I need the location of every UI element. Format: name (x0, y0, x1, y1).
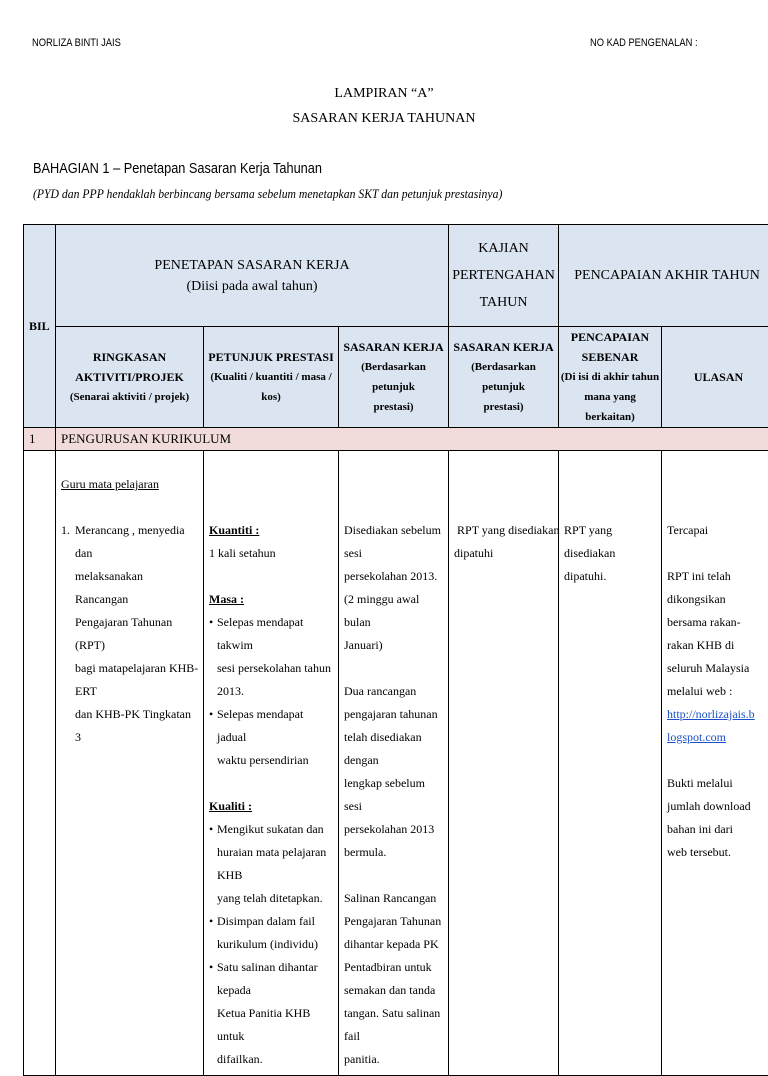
petunjuk-cell (204, 451, 339, 1076)
pencapaian-cell: RPT yang disediakan dipatuhi. (559, 451, 662, 1076)
masa-item: • Selepas mendapat takwim sesi persekolahan tahun 2013. (209, 611, 334, 703)
bil-header: BIL (24, 225, 56, 428)
teacher-name: NORLIZA BINTI JAIS (32, 37, 121, 49)
appendix-title: LAMPIRAN “A” (0, 86, 768, 102)
penetapan-header: PENETAPAN SASARAN KERJA (Diisi pada awal tahun) (56, 225, 449, 327)
section-label: PENGURUSAN KURIKULUM (56, 428, 768, 451)
ulasan-cell: Tercapai RPT ini telah dikongsikan bersama rakan- rakan KHB di seluruh Malaysia melalui web : http://norlizajais.b logspot.com Bukti melalui jumlah download bahan ini dari web tersebut. (662, 451, 768, 1076)
skt-table (23, 224, 768, 1076)
kuantiti-text: 1 kali setahun (209, 542, 334, 565)
bil-cell (24, 451, 56, 1076)
header-row-2 (24, 327, 768, 428)
role-label: Guru mata pelajaran (61, 473, 199, 496)
section-number: 1 (24, 428, 56, 451)
petunjuk-header: PETUNJUK PRESTASI (Kualiti / kuantiti / masa / kos) (204, 327, 339, 428)
blog-link[interactable]: http://norlizajais.b logspot.com (667, 703, 768, 749)
table-row (24, 451, 768, 1076)
kualiti-item: • Mengikut sukatan dan huraian mata pelajaran KHB yang telah ditetapkan. (209, 818, 334, 910)
pencapaian-header: PENCAPAIAN AKHIR TAHUN (559, 225, 768, 327)
sasaran-header: SASARAN KERJA (Berdasarkan petunjuk prestasi) (339, 327, 449, 428)
sasaran-cell: Disediakan sebelum sesi persekolahan 2013. (2 minggu awal bulan Januari) Dua rancangan pengajaran tahunan telah disediakan dengan lengkap sebelum sesi persekolahan 2013 bermula. Salinan Rancangan Pengajaran Tahunan dihantar kepada PK Pentadbiran untuk semakan dan tanda tangan. Satu salinan fail panitia. (339, 451, 449, 1076)
activity-item: 1. Merancang , menyedia dan melaksanakan Rancangan Pengajaran Tahunan (RPT) bagi matapelajaran KHB-ERT dan KHB-PK Tingkatan 3 (61, 519, 199, 749)
id-card-label: NO KAD PENGENALAN : (590, 37, 698, 49)
ringkasan-header: RINGKASAN AKTIVITI/PROJEK (Senarai aktiviti / projek) (56, 327, 204, 428)
masa-label: Masa : (209, 588, 334, 611)
pencapaian-sebenar-header: PENCAPAIAN SEBENAR (Di isi di akhir tahun mana yang berkaitan) (559, 327, 662, 428)
ulasan-status: Tercapai (667, 519, 768, 542)
masa-item: • Selepas mendapat jadual waktu persendirian (209, 703, 334, 772)
section-title: BAHAGIAN 1 – Penetapan Sasaran Kerja Tahunan (33, 160, 322, 177)
document-title: SASARAN KERJA TAHUNAN (0, 111, 768, 127)
ringkasan-cell (56, 451, 204, 1076)
kualiti-item: • Disimpan dalam fail kurikulum (individu) (209, 910, 334, 956)
kuantiti-label: Kuantiti : (209, 519, 334, 542)
kualiti-label: Kualiti : (209, 795, 334, 818)
kajian-sasaran-header: SASARAN KERJA (Berdasarkan petunjuk prestasi) (449, 327, 559, 428)
section-note: (PYD dan PPP hendaklah berbincang bersama sebelum menetapkan SKT dan petunjuk prestasinya) (33, 186, 502, 202)
ulasan-header: ULASAN (662, 327, 768, 428)
kualiti-item: • Satu salinan dihantar kepada Ketua Panitia KHB untuk difailkan. (209, 956, 334, 1071)
kajian-header: KAJIAN PERTENGAHAN TAHUN (449, 225, 559, 327)
header-row-1 (24, 225, 768, 327)
section-row (24, 428, 768, 451)
kajian-cell: RPT yang disediakan dipatuhi (449, 451, 559, 1076)
